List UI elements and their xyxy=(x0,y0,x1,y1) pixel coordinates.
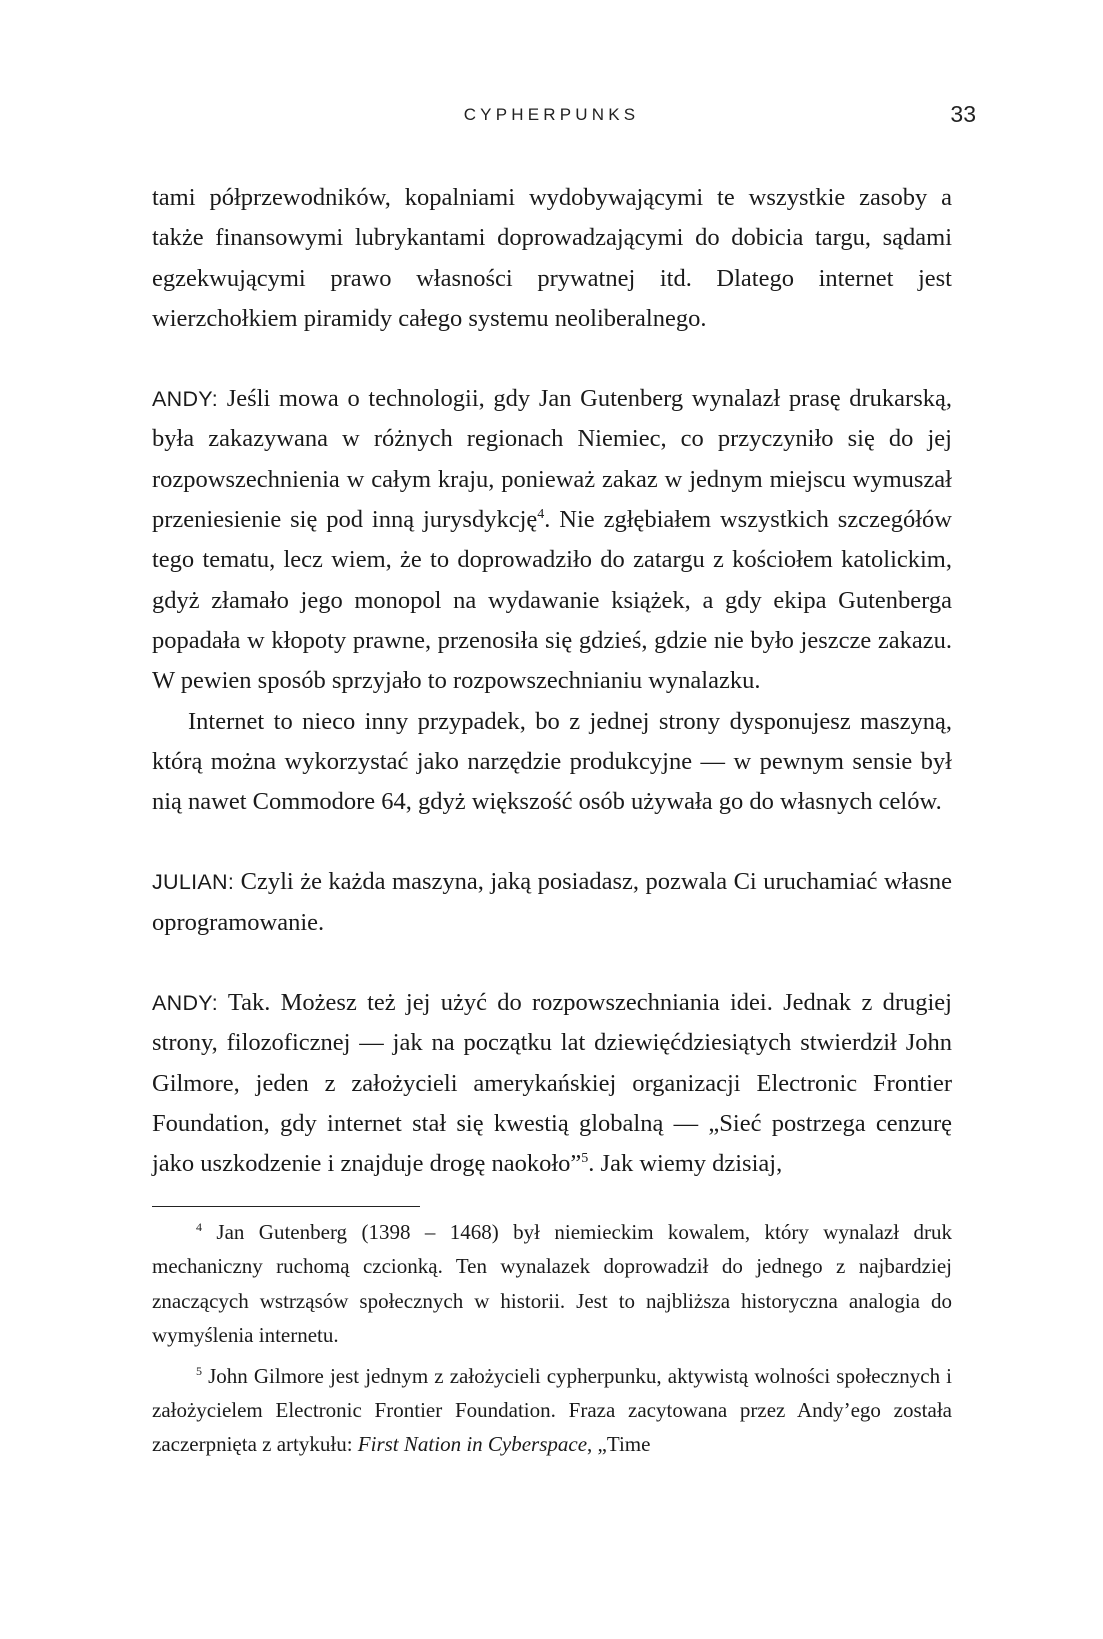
footnote-5-text-before-title: John Gilmore jest jednym z założycieli cypherpunku, aktywistą wolności społecznych i założycielem Electronic Frontier Foundation. Fraza zacytowana przez Andy’ego została zaczerpnięta z artykułu: xyxy=(152,1363,952,1457)
paragraph-2 xyxy=(152,379,952,701)
footnote-5-text-after-title: , „Time xyxy=(587,1432,651,1457)
paragraph-2-text-before-note: Jeśli mowa o technologii, gdy Jan Gutenberg wynalazł prasę drukarską, była zakazywana w różnych regionach Niemiec, co przyczyniło się do jej rozpowszechnienia w całym kraju, ponieważ zakaz w jednym miejscu wymuszał przeniesienie się pod inną jurysdykcję xyxy=(152,385,952,534)
paragraph-1-text: tami półprzewodników, kopalniami wydobywającymi te wszystkie zasoby a także finansowymi lubrykantami doprowadzającymi do dobicia targu, sądami egzekwującymi prawo własności prywatnej itd. Dlatego internet jest wierzchołkiem piramidy całego systemu neoliberalnego. xyxy=(152,184,952,332)
paragraph-5-text-after-note: . Jak wiemy dzisiaj, xyxy=(588,1150,783,1178)
running-head xyxy=(0,103,1103,133)
footnote-separator xyxy=(152,1206,420,1207)
body-text xyxy=(152,178,952,1185)
speaker-label-julian: JULIAN: xyxy=(152,870,235,895)
paragraph-4 xyxy=(152,862,952,943)
footnote-5 xyxy=(152,1359,952,1462)
paragraph-4-text: Czyli że każda maszyna, jaką posiadasz, pozwala Ci uruchamiać własne oprogramowanie. xyxy=(152,868,952,936)
footnotes xyxy=(152,1215,952,1462)
footnote-4-text: Jan Gutenberg (1398 – 1468) był niemieckim kowalem, który wynalazł druk mechaniczny ruchomą czcionką. Ten wynalazek doprowadził do jednego z najbardziej znaczących wstrząsów społecznych w historii. Jest to najbliższa historyczna analogia do wymyślenia internetu. xyxy=(152,1220,952,1348)
footnote-5-article-title: First Nation in Cyberspace xyxy=(357,1432,588,1457)
paragraph-3 xyxy=(152,702,952,823)
speaker-label-andy-2: ANDY: xyxy=(152,991,219,1016)
paragraph-5-text-before-note: Tak. Możesz też jej użyć do rozpowszechniania idei. Jednak z drugiej strony, filozoficznej — jak na początku lat dziewięćdziesiątych stwierdził John Gilmore, jeden z założycieli amerykańskiej organizacji Electronic Frontier Foundation, gdy internet stał się kwestią globalną — „Sieć postrzega cenzurę jako uszkodzenie i znajduje drogę naokoło” xyxy=(152,989,952,1178)
paragraph-3-text: Internet to nieco inny przypadek, bo z jednej strony dysponujesz maszyną, którą można wykorzystać jako narzędzie produkcyjne — w pewnym sensie był nią nawet Commodore 64, gdyż większość osób używała go do własnych celów. xyxy=(152,707,952,816)
footnote-ref-4: 4 xyxy=(537,507,545,523)
footnote-5-marker: 5 xyxy=(196,1363,202,1378)
footnote-ref-5: 5 xyxy=(581,1151,589,1167)
footnote-4 xyxy=(152,1215,952,1353)
paragraph-2-text-after-note: . Nie zgłębiałem wszystkich szczegółów tego tematu, lecz wiem, że to doprowadziło do zatargu z kościołem katolickim, gdyż złamało jego monopol na wydawanie książek, a gdy ekipa Gutenberga popadała w kłopoty prawne, przenosiła się gdzieś, gdzie nie było jeszcze zakazu. W pewien sposób sprzyjało to rozpowszechnianiu wynalazku. xyxy=(152,506,952,695)
paragraph-5 xyxy=(152,983,952,1184)
page-number: 33 xyxy=(950,101,976,127)
speaker-label-andy: ANDY: xyxy=(152,387,219,412)
paragraph-1 xyxy=(152,178,952,339)
running-title: CYPHERPUNKS xyxy=(463,105,640,124)
footnote-4-marker: 4 xyxy=(196,1220,202,1234)
